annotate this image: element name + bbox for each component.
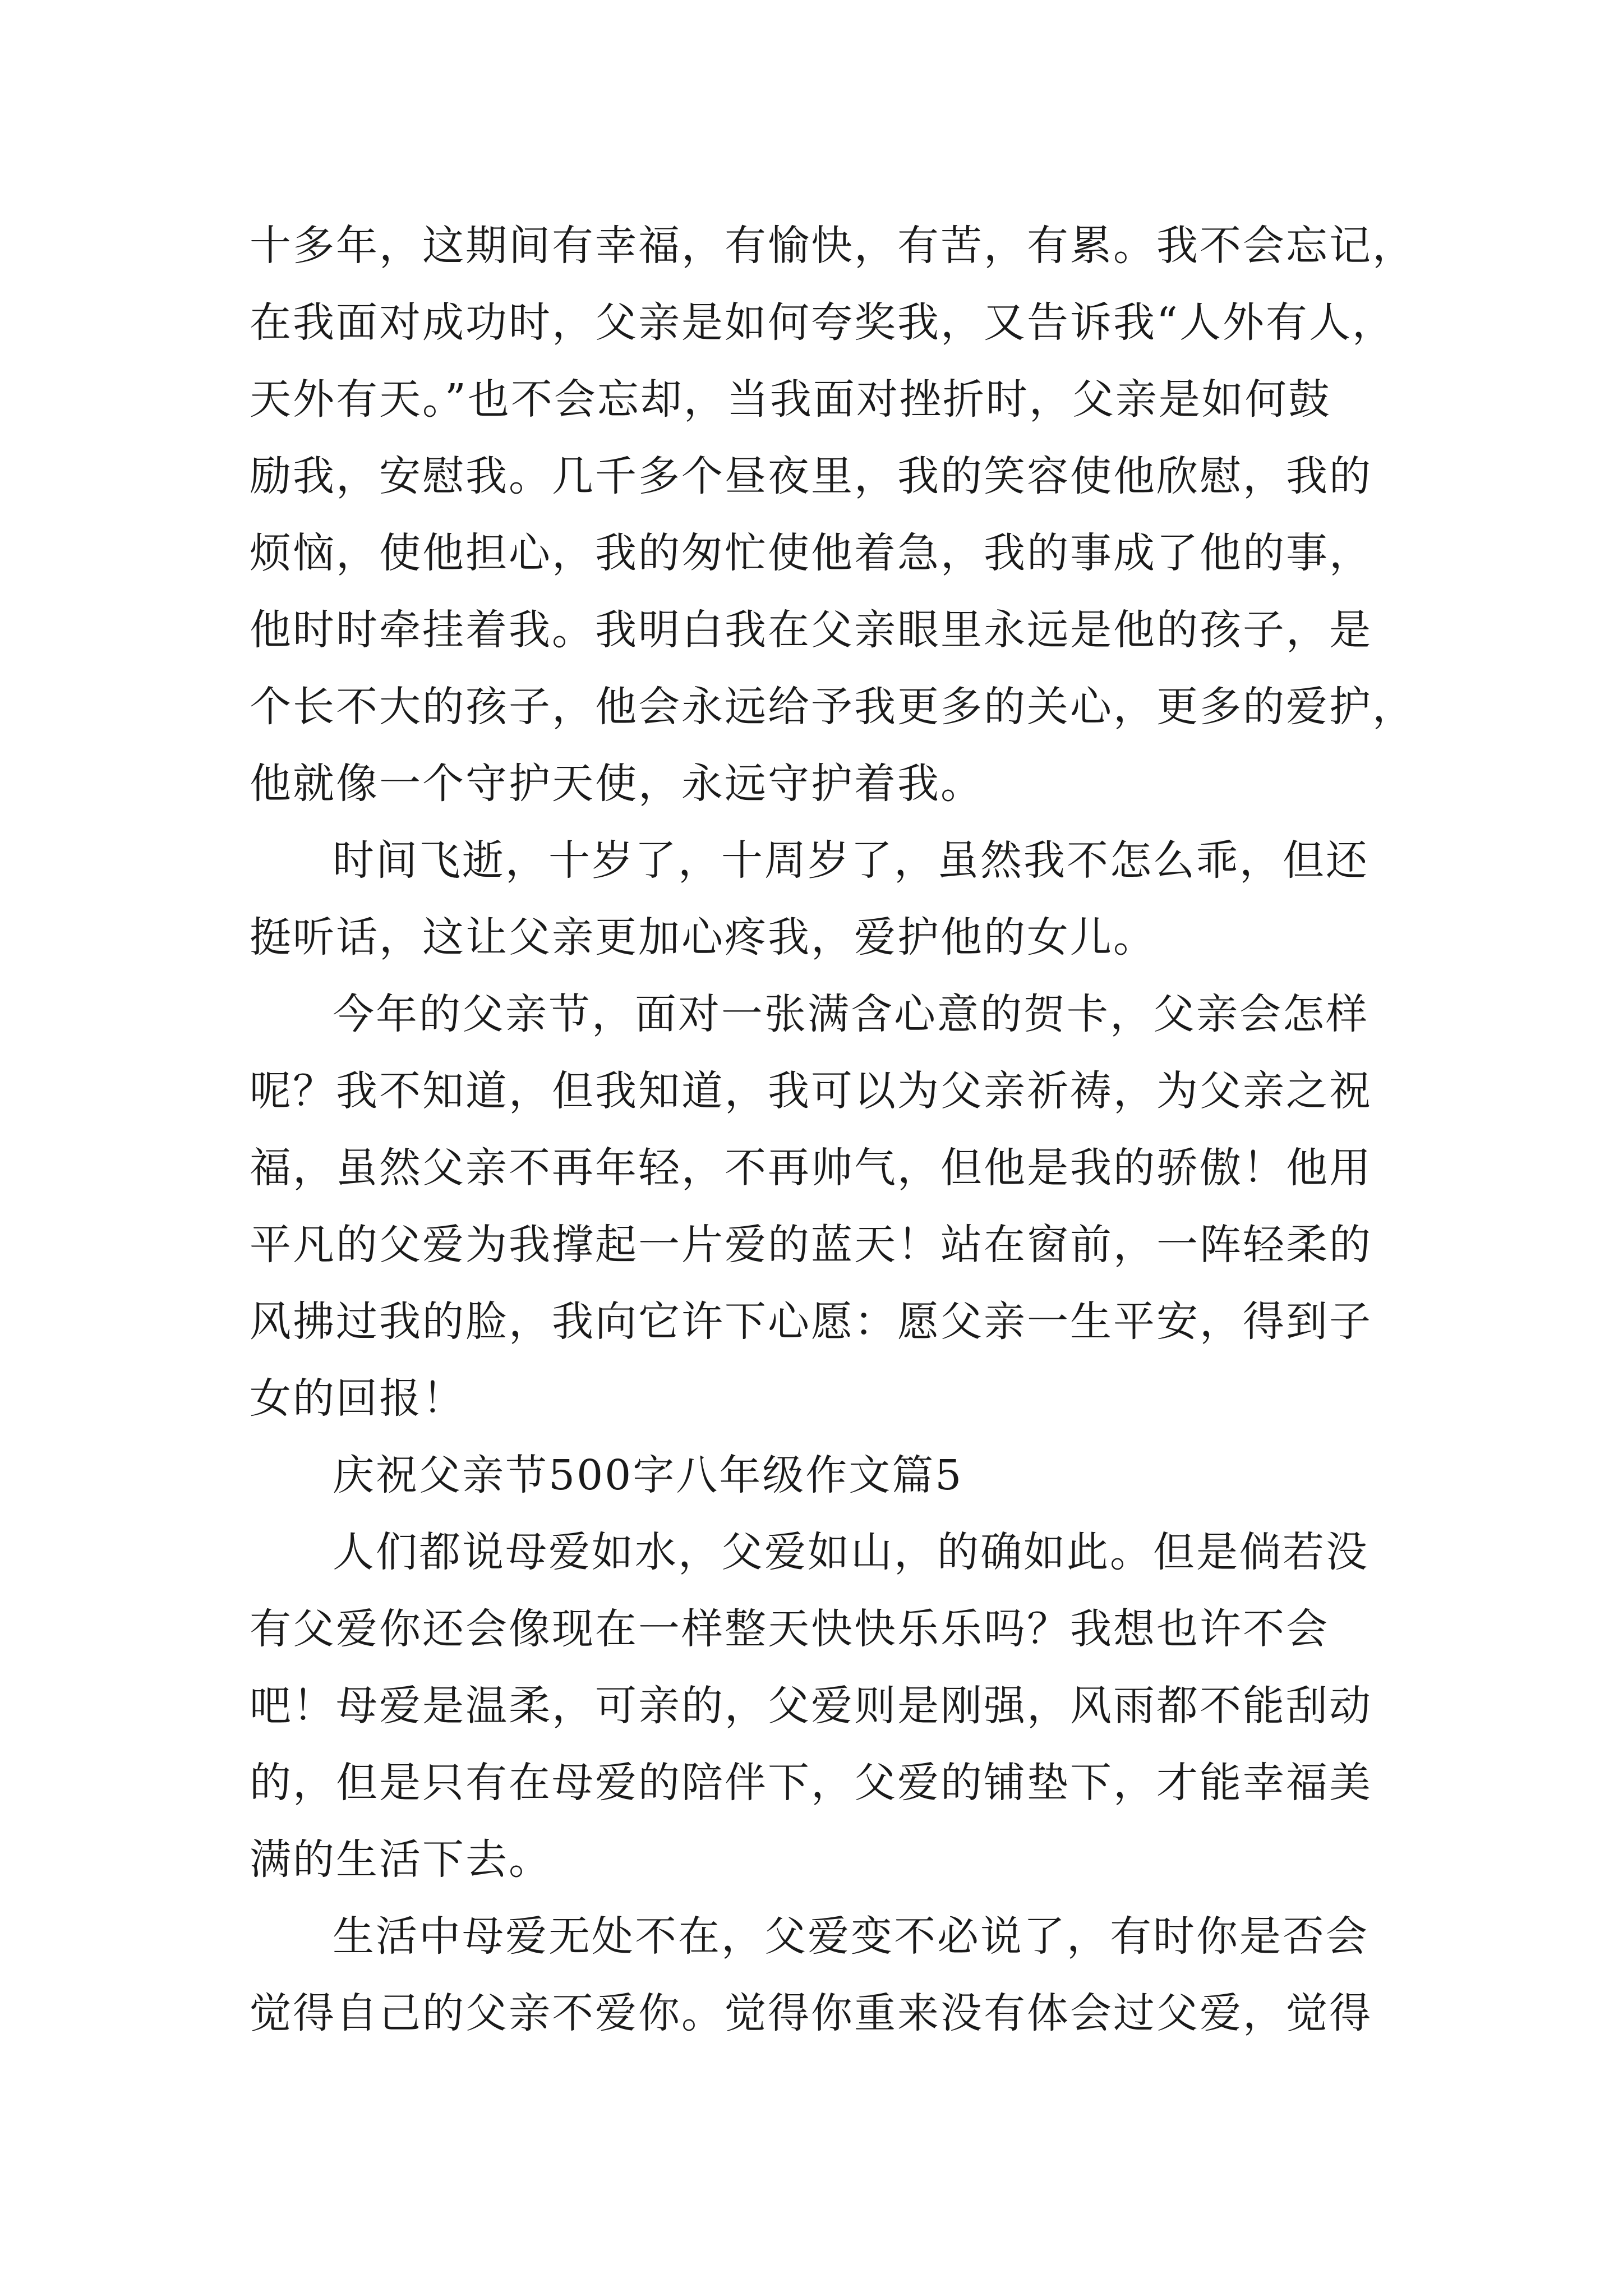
text-line: 觉得自己的父亲不爱你。觉得你重来没有体会过父爱，觉得: [250, 1989, 1372, 2037]
text-line: 他时时牵挂着我。我明白我在父亲眼里永远是他的孩子，是: [250, 606, 1372, 654]
text-line: 呢？我不知道，但我知道，我可以为父亲祈祷，为父亲之祝: [250, 1067, 1372, 1115]
paragraph: [250, 1898, 1388, 2052]
text-line: 时间飞逝，十岁了，十周岁了，虽然我不怎么乖，但还: [333, 836, 1369, 885]
text-line: 的，但是只有在母爱的陪伴下，父爱的铺垫下，才能幸福美: [250, 1759, 1372, 1807]
paragraph: [250, 208, 1415, 822]
section-heading: 庆祝父亲节500字八年级作文篇5: [333, 1451, 963, 1499]
text-line: 他就像一个守护天使，永远守护着我。: [250, 760, 984, 808]
text-line: 烦恼，使他担心，我的匆忙使他着急，我的事成了他的事，: [250, 529, 1372, 577]
text-line: 励我，安慰我。几千多个昼夜里，我的笑容使他欣慰，我的: [250, 452, 1372, 500]
text-line: 天外有天。”也不会忘却，当我面对挫折时，父亲是如何鼓: [250, 375, 1331, 424]
text-line: 满的生活下去。: [250, 1835, 552, 1884]
text-line: 挺听话，这让父亲更加心疼我，爱护他的女儿。: [250, 913, 1156, 961]
text-line: 风拂过我的脸，我向它许下心愿：愿父亲一生平安，得到子: [250, 1297, 1372, 1346]
text-line: 女的回报！: [250, 1374, 465, 1423]
text-line: 福，虽然父亲不再年轻，不再帅气，但他是我的骄傲！他用: [250, 1144, 1372, 1192]
paragraph: [250, 822, 1388, 976]
paragraph: [250, 1514, 1388, 1898]
text-line: 生活中母爱无处不在，父爱变不必说了，有时你是否会: [333, 1912, 1369, 1961]
text-line: 吧！母爱是温柔，可亲的，父爱则是刚强，风雨都不能刮动: [250, 1682, 1372, 1730]
text-line: 平凡的父爱为我撑起一片爱的蓝天！站在窗前，一阵轻柔的: [250, 1221, 1372, 1269]
document-body: [250, 208, 1415, 2052]
text-line: 个长不大的孩子，他会永远给予我更多的关心，更多的爱护，: [250, 683, 1415, 731]
text-line: 今年的父亲节，面对一张满含心意的贺卡，父亲会怎样: [333, 990, 1369, 1038]
paragraph: [250, 976, 1388, 1437]
text-line: 十多年，这期间有幸福，有愉快，有苦，有累。我不会忘记，: [250, 222, 1415, 270]
text-line: 在我面对成功时，父亲是如何夸奖我，又告诉我“人外有人，: [250, 298, 1395, 347]
text-line: 人们都说母爱如水，父爱如山，的确如此。但是倘若没: [333, 1528, 1369, 1576]
text-line: 有父爱你还会像现在一样整天快快乐乐吗？我想也许不会: [250, 1605, 1329, 1653]
